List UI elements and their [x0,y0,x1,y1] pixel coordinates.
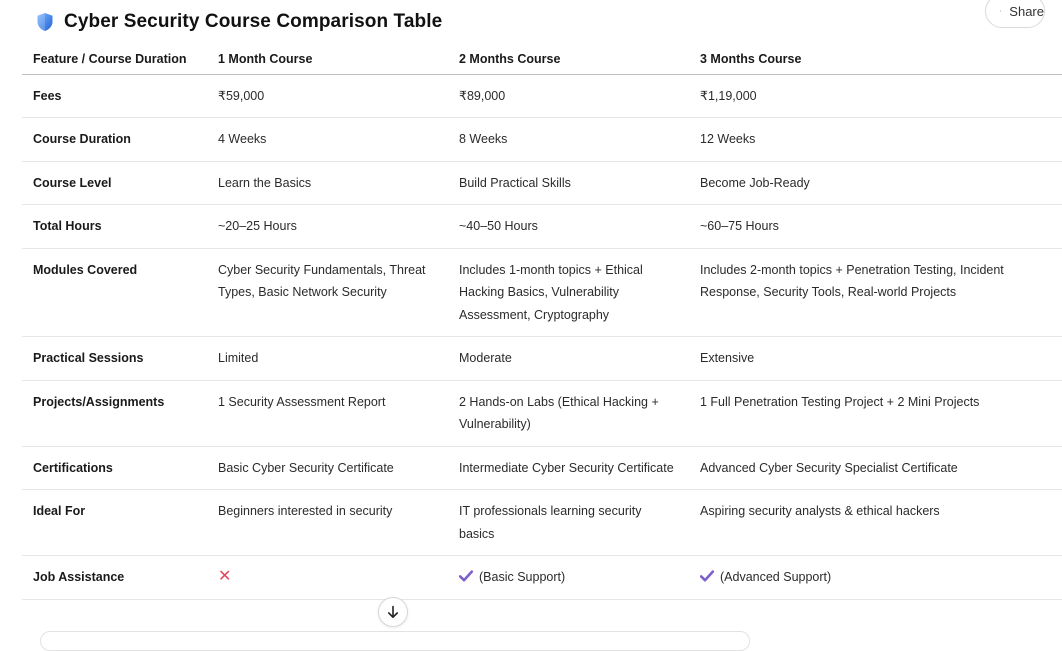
cell-3-months: Extensive [689,337,1062,381]
job-assistance-basic: (Basic Support) [479,570,566,584]
row-feature: Practical Sessions [22,337,207,381]
table-row [22,490,1062,556]
row-feature: Fees [22,74,207,118]
cell-2-months [448,556,689,600]
row-feature: Ideal For [22,490,207,556]
table-row [22,205,1062,249]
share-icon [1000,4,1001,18]
cell-1-month: Cyber Security Fundamentals, Threat Types, Basic Network Security [207,248,448,337]
row-feature: Course Duration [22,118,207,162]
page-title: Cyber Security Course Comparison Table [64,11,443,32]
cell-1-month: Basic Cyber Security Certificate [207,446,448,490]
cell-1-month: ₹59,000 [207,74,448,118]
cell-3-months: Aspiring security analysts & ethical hackers [689,490,1062,556]
arrow-down-icon [386,605,400,619]
header-feature: Feature / Course Duration [22,43,207,74]
job-assistance-advanced: (Advanced Support) [720,570,832,584]
response-heading [36,8,442,36]
cell-1-month: 4 Weeks [207,118,448,162]
cross-icon: ✕ [218,568,232,585]
cell-2-months: 2 Hands-on Labs (Ethical Hacking + Vulnerability) [448,380,689,446]
cell-3-months: 12 Weeks [689,118,1062,162]
cell-3-months: ₹1,19,000 [689,74,1062,118]
cell-1-month: Beginners interested in security [207,490,448,556]
cell-3-months: 1 Full Penetration Testing Project + 2 Mini Projects [689,380,1062,446]
cell-2-months: Includes 1-month topics + Ethical Hacking Basics, Vulnerability Assessment, Cryptography [448,248,689,337]
shield-icon [36,12,54,32]
row-feature: Certifications [22,446,207,490]
cell-1-month: Limited [207,337,448,381]
cell-2-months: 8 Weeks [448,118,689,162]
cell-1-month: 1 Security Assessment Report [207,380,448,446]
header-3-months: 3 Months Course [689,43,1062,74]
row-feature: Projects/Assignments [22,380,207,446]
cell-3-months: Advanced Cyber Security Specialist Certificate [689,446,1062,490]
check-icon [459,570,473,582]
row-feature: Job Assistance [22,556,207,600]
cell-2-months: IT professionals learning security basics [448,490,689,556]
row-feature: Course Level [22,161,207,205]
cell-3-months: Become Job-Ready [689,161,1062,205]
table-row [22,74,1062,118]
row-feature: Total Hours [22,205,207,249]
cell-3-months: Includes 2-month topics + Penetration Testing, Incident Response, Security Tools, Real-world Projects [689,248,1062,337]
cell-2-months: Build Practical Skills [448,161,689,205]
table-header-row [22,43,1062,74]
cell-2-months: ₹89,000 [448,74,689,118]
table-row [22,161,1062,205]
cell-3-months: ~60–75 Hours [689,205,1062,249]
cell-2-months: Intermediate Cyber Security Certificate [448,446,689,490]
table-row [22,337,1062,381]
header-2-months: 2 Months Course [448,43,689,74]
share-button-label: Share [1009,3,1044,19]
header-1-month: 1 Month Course [207,43,448,74]
cell-1-month [207,556,448,600]
table-row-job-assistance [22,556,1062,600]
row-feature: Modules Covered [22,248,207,337]
table-row [22,248,1062,337]
check-icon [700,570,714,582]
scroll-to-bottom-button[interactable] [378,597,408,627]
cell-3-months [689,556,1062,600]
message-composer[interactable] [40,631,750,651]
share-button[interactable] [985,0,1045,28]
table-row [22,446,1062,490]
table-row [22,118,1062,162]
cell-1-month: ~20–25 Hours [207,205,448,249]
cell-2-months: ~40–50 Hours [448,205,689,249]
cell-2-months: Moderate [448,337,689,381]
table-row [22,380,1062,446]
cell-1-month: Learn the Basics [207,161,448,205]
comparison-table [22,43,1062,600]
